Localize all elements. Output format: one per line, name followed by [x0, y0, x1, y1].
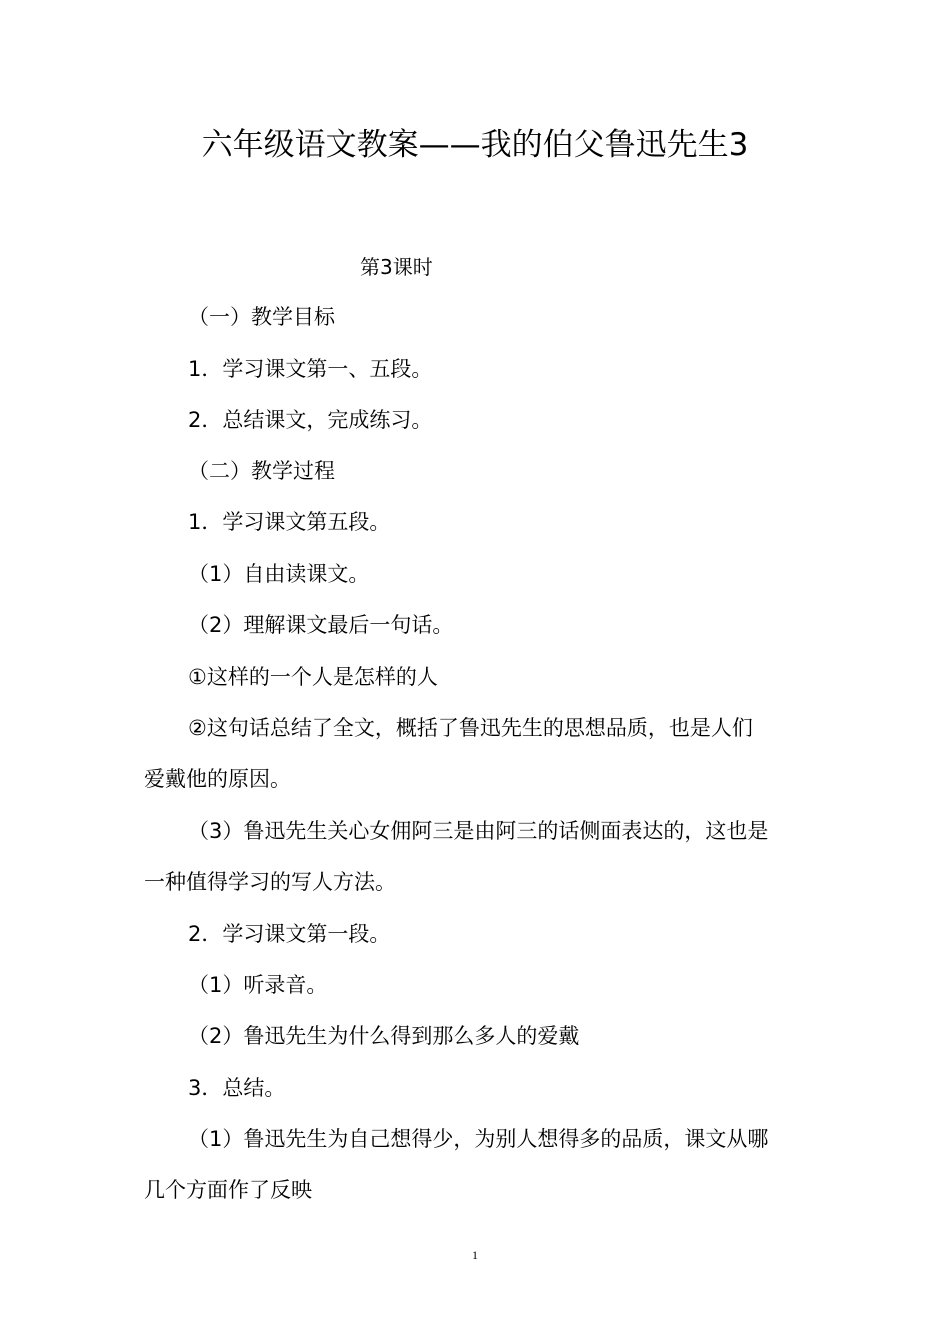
paragraph-line: 爱戴他的原因。	[144, 767, 291, 791]
paragraph-line: 1．学习课文第五段。	[188, 510, 391, 534]
paragraph-line: （3）鲁迅先生关心女佣阿三是由阿三的话侧面表达的，这也是	[188, 819, 769, 843]
paragraph-line: 一种值得学习的写人方法。	[144, 870, 396, 894]
paragraph-line: （2）理解课文最后一句话。	[188, 613, 454, 637]
paragraph-line: 1．学习课文第一、五段。	[188, 357, 433, 381]
page-number: 1	[472, 1248, 478, 1262]
paragraph-line: 2．总结课文，完成练习。	[188, 408, 433, 432]
paragraph-line: （1）鲁迅先生为自己想得少，为别人想得多的品质，课文从哪	[188, 1127, 769, 1151]
paragraph-line: ②这句话总结了全文，概括了鲁迅先生的思想品质，也是人们	[188, 716, 753, 740]
lesson-heading: 第3课时	[360, 255, 433, 279]
paragraph-line: （一）教学目标	[188, 305, 335, 329]
paragraph-line: ①这样的一个人是怎样的人	[188, 665, 438, 689]
paragraph-line: （1）自由读课文。	[188, 562, 370, 586]
paragraph-line: （1）听录音。	[188, 973, 328, 997]
paragraph-line: （2）鲁迅先生为什么得到那么多人的爱戴	[188, 1024, 580, 1048]
paragraph-line: 3．总结。	[188, 1076, 286, 1100]
document-title: 六年级语文教案——我的伯父鲁迅先生3	[201, 127, 749, 163]
paragraph-line: 2．学习课文第一段。	[188, 922, 391, 946]
paragraph-line: （二）教学过程	[188, 459, 335, 483]
paragraph-line: 几个方面作了反映	[144, 1178, 312, 1202]
